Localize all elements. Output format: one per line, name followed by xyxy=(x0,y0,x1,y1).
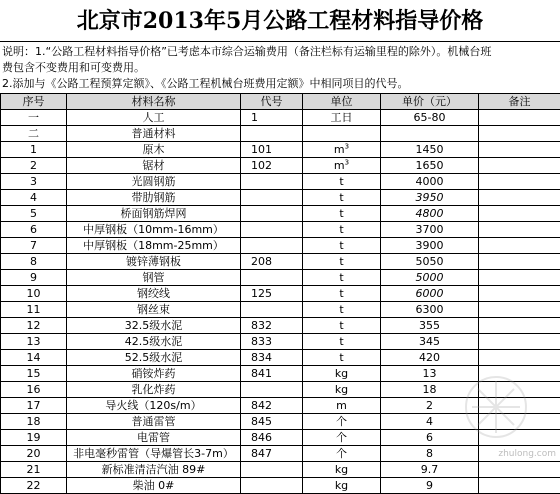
row-price: 8 xyxy=(381,446,479,462)
row-unit: $m^3$ xyxy=(303,158,381,174)
row-price: 6 xyxy=(381,430,479,446)
row-seq: 7 xyxy=(1,238,67,254)
row-material-name: 硝铵炸药 xyxy=(67,366,241,382)
row-remark xyxy=(479,254,560,270)
row-unit: t xyxy=(303,238,381,254)
row-code: 832 xyxy=(241,318,303,334)
row-unit: t xyxy=(303,318,381,334)
row-unit: 个 xyxy=(303,414,381,430)
row-code: 842 xyxy=(241,398,303,414)
row-seq: 10 xyxy=(1,286,67,302)
row-price: 65-80 xyxy=(381,110,479,126)
row-unit: t xyxy=(303,206,381,222)
row-seq: 12 xyxy=(1,318,67,334)
header-price: 单价（元） xyxy=(381,94,479,110)
row-material-name: 锯材 xyxy=(67,158,241,174)
header-seq: 序号 xyxy=(1,94,67,110)
row-material-name: 钢丝束 xyxy=(67,302,241,318)
row-code: 101 xyxy=(241,142,303,158)
header-name: 材料名称 xyxy=(67,94,241,110)
row-price: 2 xyxy=(381,398,479,414)
row-unit: t xyxy=(303,174,381,190)
row-unit: t xyxy=(303,286,381,302)
row-remark xyxy=(479,110,560,126)
row-code xyxy=(241,270,303,286)
row-material-name: 人工 xyxy=(67,110,241,126)
row-code xyxy=(241,190,303,206)
row-code: 1 xyxy=(241,110,303,126)
row-remark xyxy=(479,126,560,142)
row-seq: 13 xyxy=(1,334,67,350)
row-price: 13 xyxy=(381,366,479,382)
row-unit: t xyxy=(303,270,381,286)
row-seq: 16 xyxy=(1,382,67,398)
row-seq: 14 xyxy=(1,350,67,366)
row-unit: kg xyxy=(303,478,381,494)
row-code xyxy=(241,222,303,238)
row-price: 1450 xyxy=(381,142,479,158)
table-row xyxy=(1,238,560,254)
row-seq: 3 xyxy=(1,174,67,190)
row-code xyxy=(241,382,303,398)
row-price: 3950 xyxy=(381,190,479,206)
row-seq: 8 xyxy=(1,254,67,270)
watermark-logo-icon xyxy=(456,367,536,447)
row-seq: 19 xyxy=(1,430,67,446)
row-unit: t xyxy=(303,302,381,318)
header-unit: 单位 xyxy=(303,94,381,110)
row-remark xyxy=(479,190,560,206)
row-seq: 二 xyxy=(1,126,67,142)
row-unit: 工日 xyxy=(303,110,381,126)
row-remark xyxy=(479,350,560,366)
row-material-name: 光圆钢筋 xyxy=(67,174,241,190)
row-remark xyxy=(479,478,560,494)
row-price: 3900 xyxy=(381,238,479,254)
row-remark xyxy=(479,318,560,334)
row-price: 345 xyxy=(381,334,479,350)
row-unit: 个 xyxy=(303,446,381,462)
row-material-name: 镀锌薄钢板 xyxy=(67,254,241,270)
table-row xyxy=(1,158,560,174)
table-row xyxy=(1,446,560,462)
row-material-name: 带肋钢筋 xyxy=(67,190,241,206)
unit-superscript: 3 xyxy=(345,142,349,150)
row-unit: kg xyxy=(303,366,381,382)
table-row xyxy=(1,254,560,270)
table-row xyxy=(1,302,560,318)
table-row xyxy=(1,110,560,126)
row-code xyxy=(241,126,303,142)
row-material-name: 中厚钢板（18mm-25mm） xyxy=(67,238,241,254)
table-row xyxy=(1,462,560,478)
row-material-name: 中厚钢板（10mm-16mm） xyxy=(67,222,241,238)
row-code: 847 xyxy=(241,446,303,462)
row-remark xyxy=(479,158,560,174)
row-code: 834 xyxy=(241,350,303,366)
row-seq: 4 xyxy=(1,190,67,206)
row-price: 420 xyxy=(381,350,479,366)
row-code: 208 xyxy=(241,254,303,270)
row-seq: 6 xyxy=(1,222,67,238)
row-price: 4 xyxy=(381,414,479,430)
row-remark xyxy=(479,334,560,350)
row-seq: 9 xyxy=(1,270,67,286)
row-price xyxy=(381,126,479,142)
row-remark xyxy=(479,302,560,318)
table-row xyxy=(1,142,560,158)
row-seq: 21 xyxy=(1,462,67,478)
row-code: 845 xyxy=(241,414,303,430)
row-price: 9 xyxy=(381,478,479,494)
row-seq: 2 xyxy=(1,158,67,174)
row-price: 9.7 xyxy=(381,462,479,478)
table-row xyxy=(1,350,560,366)
row-remark xyxy=(479,174,560,190)
row-code: 841 xyxy=(241,366,303,382)
row-material-name: 非电毫秒雷管（导爆管长3-7m） xyxy=(67,446,241,462)
row-unit: m xyxy=(303,398,381,414)
table-row xyxy=(1,174,560,190)
row-material-name: 32.5级水泥 xyxy=(67,318,241,334)
table-row xyxy=(1,334,560,350)
row-seq: 一 xyxy=(1,110,67,126)
row-remark xyxy=(479,286,560,302)
row-code xyxy=(241,174,303,190)
row-remark xyxy=(479,206,560,222)
row-material-name: 新标准清洁汽油 89# xyxy=(67,462,241,478)
row-material-name: 普通材料 xyxy=(67,126,241,142)
row-code xyxy=(241,478,303,494)
table-row xyxy=(1,270,560,286)
note-line-2: 费包含不变费用和可变费用。 xyxy=(2,60,558,76)
row-material-name: 乳化炸药 xyxy=(67,382,241,398)
sheet-title: 北京市2013年5月公路工程材料指导价格 xyxy=(0,0,560,42)
row-unit: t xyxy=(303,190,381,206)
row-remark xyxy=(479,238,560,254)
row-remark xyxy=(479,142,560,158)
table-row xyxy=(1,222,560,238)
row-price: 1650 xyxy=(381,158,479,174)
row-price: 3700 xyxy=(381,222,479,238)
row-seq: 15 xyxy=(1,366,67,382)
row-price: 5050 xyxy=(381,254,479,270)
row-remark xyxy=(479,462,560,478)
row-price: 18 xyxy=(381,382,479,398)
table-row xyxy=(1,318,560,334)
table-row xyxy=(1,190,560,206)
row-code xyxy=(241,206,303,222)
table-row xyxy=(1,478,560,494)
row-code xyxy=(241,238,303,254)
row-code: 846 xyxy=(241,430,303,446)
row-seq: 11 xyxy=(1,302,67,318)
row-unit: 个 xyxy=(303,430,381,446)
row-code xyxy=(241,302,303,318)
header-remark: 备注 xyxy=(479,94,560,110)
table-row xyxy=(1,206,560,222)
row-unit: t xyxy=(303,350,381,366)
row-unit: kg xyxy=(303,382,381,398)
row-seq: 17 xyxy=(1,398,67,414)
row-unit: kg xyxy=(303,462,381,478)
row-material-name: 柴油 0# xyxy=(67,478,241,494)
row-unit xyxy=(303,126,381,142)
table-row xyxy=(1,126,560,142)
row-material-name: 52.5级水泥 xyxy=(67,350,241,366)
row-unit: t xyxy=(303,254,381,270)
table-row xyxy=(1,286,560,302)
row-seq: 5 xyxy=(1,206,67,222)
row-unit: t xyxy=(303,222,381,238)
watermark-text: zhulong.com xyxy=(498,449,556,459)
row-material-name: 电雷管 xyxy=(67,430,241,446)
row-seq: 18 xyxy=(1,414,67,430)
note-line-1: 说明：1.“公路工程材料指导价格”已考虑本市综合运输费用（备注栏标有运输里程的除外）。机械台班 xyxy=(2,44,558,60)
row-price: 355 xyxy=(381,318,479,334)
row-material-name: 钢管 xyxy=(67,270,241,286)
row-remark xyxy=(479,222,560,238)
row-price: 6000 xyxy=(381,286,479,302)
unit-superscript: 3 xyxy=(345,158,349,166)
row-remark xyxy=(479,270,560,286)
row-seq: 1 xyxy=(1,142,67,158)
row-material-name: 42.5级水泥 xyxy=(67,334,241,350)
row-code xyxy=(241,462,303,478)
row-code: 102 xyxy=(241,158,303,174)
row-price: 4800 xyxy=(381,206,479,222)
row-code: 125 xyxy=(241,286,303,302)
row-seq: 22 xyxy=(1,478,67,494)
row-price: 6300 xyxy=(381,302,479,318)
row-unit: t xyxy=(303,334,381,350)
row-material-name: 导火线（120s/m） xyxy=(67,398,241,414)
row-price: 5000 xyxy=(381,270,479,286)
table-header-row xyxy=(1,94,560,110)
row-material-name: 普通雷管 xyxy=(67,414,241,430)
note-line-3: 2.添加与《公路工程预算定额》、《公路工程机械台班费用定额》中相同项目的代号。 xyxy=(2,76,558,92)
row-material-name: 钢绞线 xyxy=(67,286,241,302)
header-code: 代号 xyxy=(241,94,303,110)
row-material-name: 原木 xyxy=(67,142,241,158)
row-unit: $m^3$ xyxy=(303,142,381,158)
row-price: 4000 xyxy=(381,174,479,190)
row-code: 833 xyxy=(241,334,303,350)
row-seq: 20 xyxy=(1,446,67,462)
row-material-name: 桥面钢筋焊网 xyxy=(67,206,241,222)
